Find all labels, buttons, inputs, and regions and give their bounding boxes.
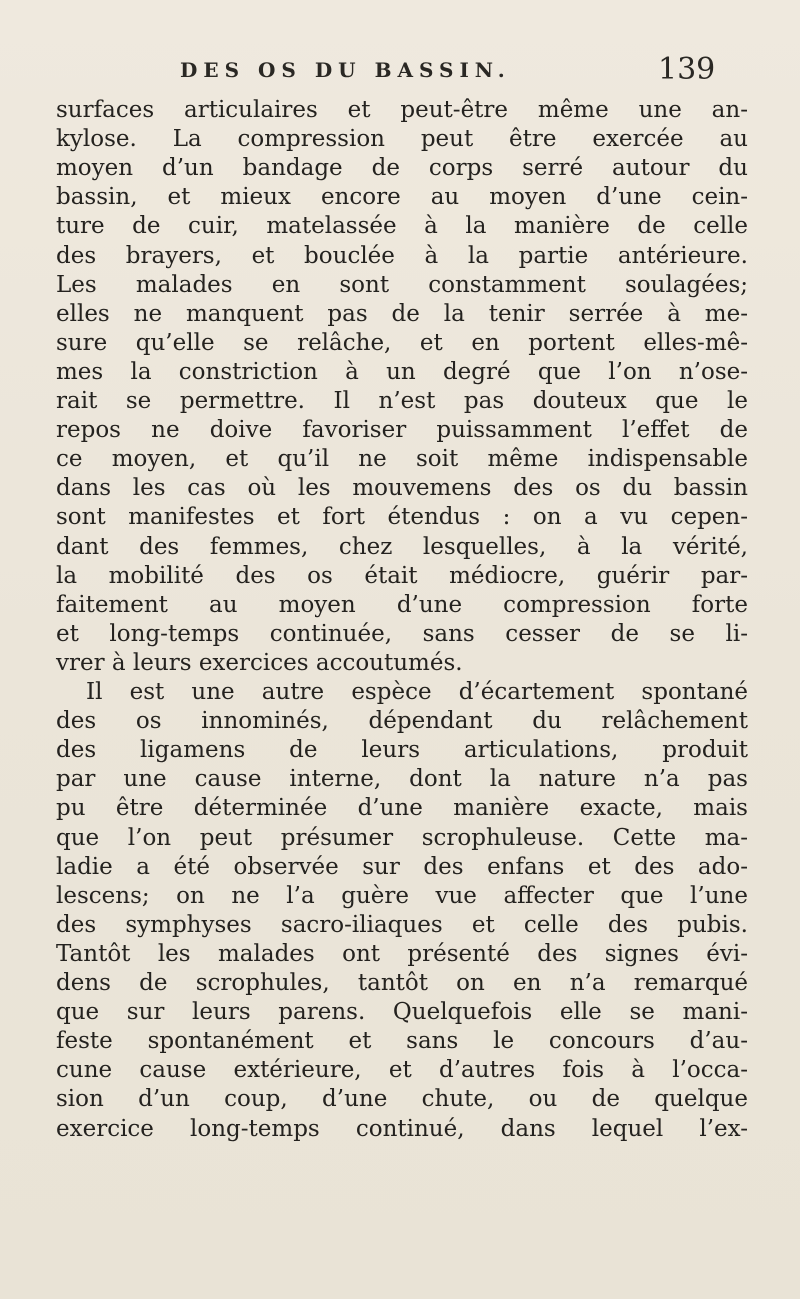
page-header xyxy=(0,52,800,88)
text-line: elles ne manquent pas de la tenir serrée à me- xyxy=(56,300,748,327)
text-line: moyen d’un bandage de corps serré autour du xyxy=(56,155,748,182)
text-line: exercice long-temps continué, dans lequel l’ex- xyxy=(56,1115,749,1142)
text-line: la mobilité des os était médiocre, guérir par- xyxy=(56,562,749,589)
running-head: DES OS DU BASSIN. xyxy=(180,58,511,82)
page-number: 139 xyxy=(658,52,716,87)
text-line: rait se permettre. Il n’est pas douteux que le xyxy=(56,388,748,414)
text-line: cune cause extérieure, et d’autres fois à l’occa- xyxy=(56,1057,749,1084)
text-line: que l’on peut présumer scrophuleuse. Cette ma- xyxy=(56,824,748,851)
text-line: et long-temps continuée, sans cesser de se li- xyxy=(56,620,748,647)
text-line: Il est une autre espèce d’écartement spontané xyxy=(86,679,748,705)
text-line: dans les cas où les mouvemens des os du bassin xyxy=(56,475,748,502)
text-line: par une cause interne, dont la nature n’a pas xyxy=(56,766,748,793)
text-line: des os innominés, dépendant du relâchement xyxy=(56,708,748,735)
text-line: des symphyses sacro-iliaques et celle des pubis. xyxy=(56,911,748,938)
text-line: sure qu’elle se relâche, et en portent elles-mê- xyxy=(56,329,749,356)
text-line: des ligamens de leurs articulations, produit xyxy=(56,737,748,764)
text-line: repos ne doive favoriser puissamment l’effet de xyxy=(56,417,748,444)
text-line: bassin, et mieux encore au moyen d’une cein- xyxy=(56,184,749,211)
text-line: mes la constriction à un degré que l’on n’ose- xyxy=(56,358,749,385)
text-line: sion d’un coup, d’une chute, ou de quelque xyxy=(56,1086,748,1113)
text-line: surfaces articulaires et peut-être même une an- xyxy=(56,97,748,123)
text-line: sont manifestes et fort étendus : on a vu cepen- xyxy=(56,504,748,531)
text-line: Les malades en sont constamment soulagées; xyxy=(56,271,749,298)
text-line: faitement au moyen d’une compression forte xyxy=(56,591,748,618)
text-line: feste spontanément et sans le concours d’au- xyxy=(56,1028,748,1055)
text-line: dant des femmes, chez lesquelles, à la vérité, xyxy=(56,533,748,560)
text-line: vrer à leurs exercices accoutumés. xyxy=(56,649,463,676)
text-line: ture de cuir, matelassée à la manière de celle xyxy=(56,213,749,240)
text-line: des brayers, et bouclée à la partie antérieure. xyxy=(56,242,748,269)
text-line: ladie a été observée sur des enfans et des ado- xyxy=(56,853,748,880)
text-line: kylose. La compression peut être exercée au xyxy=(56,126,748,153)
text-line: ce moyen, et qu’il ne soit même indispensable xyxy=(56,446,748,473)
text-line: pu être déterminée d’une manière exacte, mais xyxy=(56,795,748,822)
text-line: que sur leurs parens. Quelquefois elle se mani- xyxy=(56,999,748,1026)
text-line: dens de scrophules, tantôt on en n’a remarqué xyxy=(56,970,749,996)
text-line: lescens; on ne l’a guère vue affecter que l’une xyxy=(56,882,748,909)
text-line: Tantôt les malades ont présenté des signes évi- xyxy=(56,940,749,967)
